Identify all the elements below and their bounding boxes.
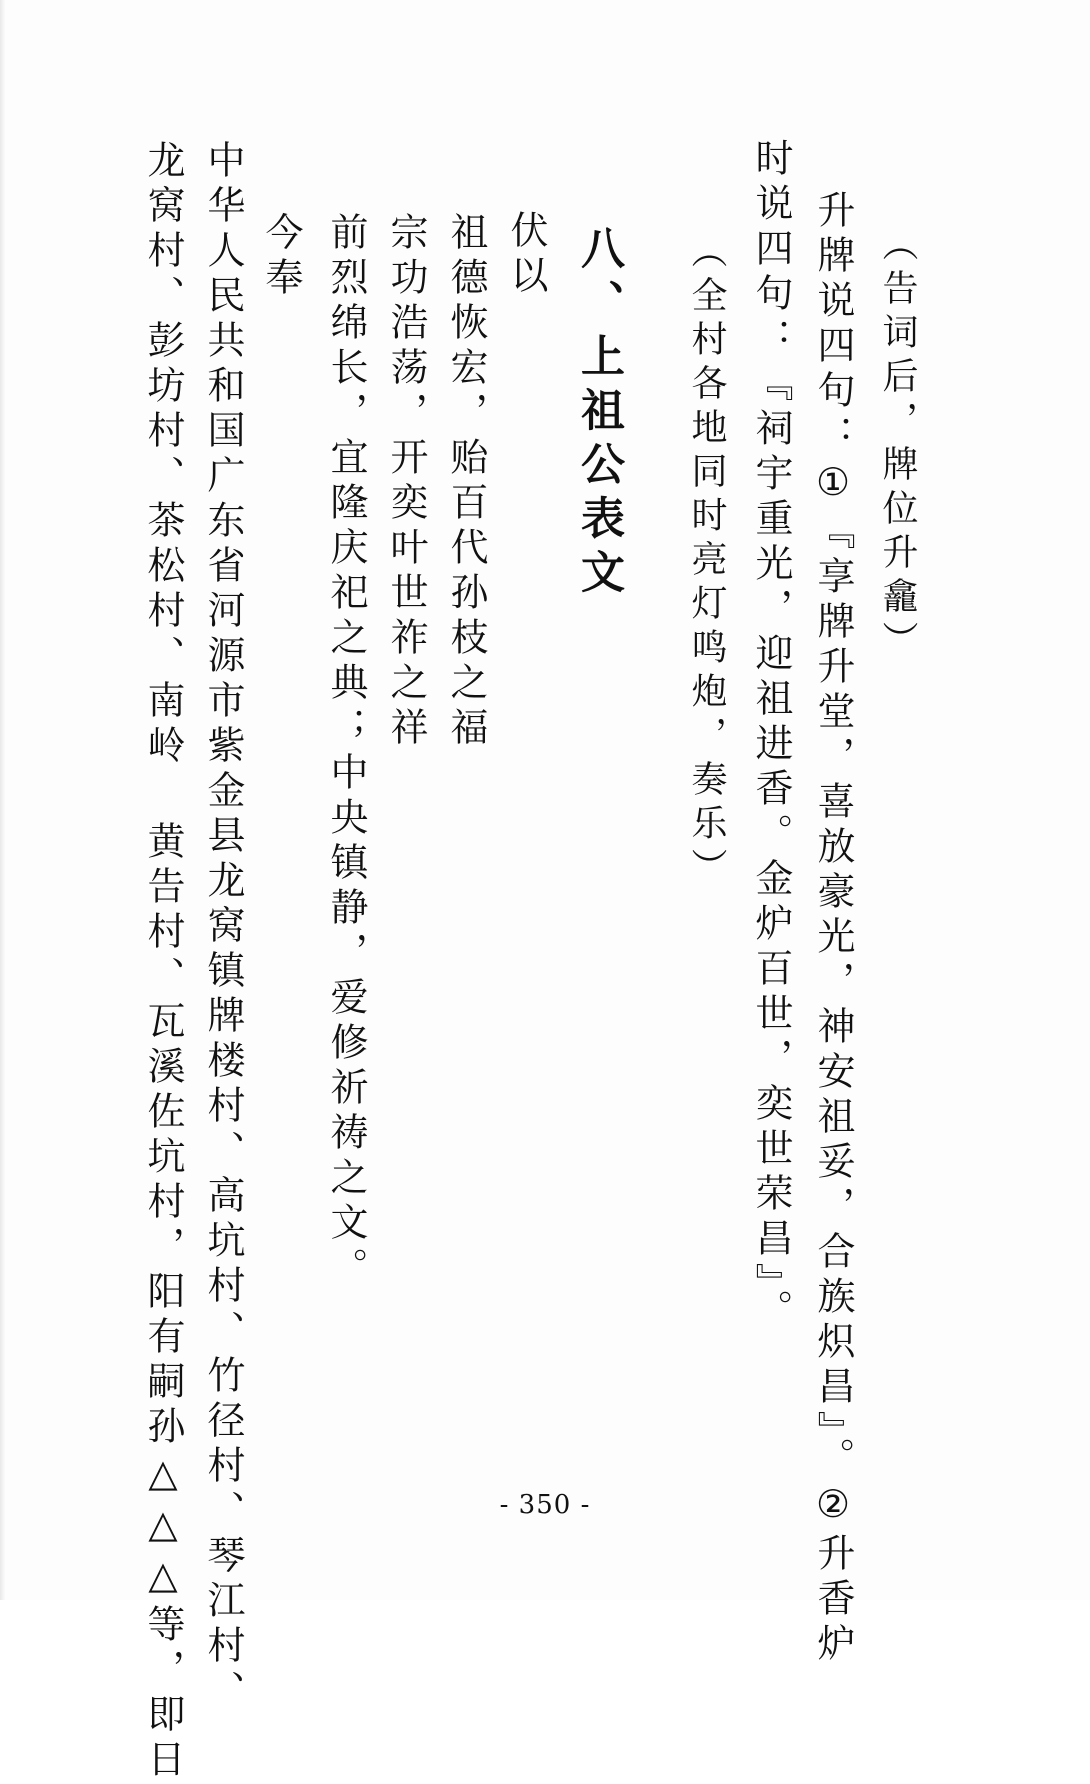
section-heading: 八、上祖公表文 xyxy=(573,225,624,603)
page-number: - 350 - xyxy=(499,1490,591,1520)
text-column-9: 前烈绵长，宜隆庆祀之典；中央镇静，爱修祈祷之文。 xyxy=(324,212,368,1292)
text-column-10: 今奉 xyxy=(259,212,303,302)
text-column-12: 龙窝村、彭坊村、茶松村、南岭 黄告村、瓦溪佐坑村，阳有嗣孙△△△等，即日 xyxy=(141,140,185,1784)
note-column-1: （告词后，牌位升龕） xyxy=(877,225,918,665)
scan-edge xyxy=(0,0,6,1600)
text-column-8: 宗功浩荡，开奕叶世祚之祥 xyxy=(384,212,428,752)
text-column-3: 时说四句：『祠宇重光，迎祖进香。金炉百世，奕世荣昌』。 xyxy=(749,138,793,1334)
text-column-6: 伏以 xyxy=(504,210,548,300)
text-column-11: 中华人民共和国广东省河源市紫金县龙窝镇牌楼村、高坑村、竹径村、琴江村、 xyxy=(201,140,245,1715)
text-column-2: 升牌说四句：①『享牌升堂，喜放豪光，神安祖妥，合族炽昌』。②升香炉 xyxy=(811,190,855,1668)
note-column-4: （全村各地同时亮灯鸣炮，奏乐） xyxy=(686,232,727,892)
text-column-7: 祖德恢宏，贻百代孙枝之福 xyxy=(444,212,488,752)
